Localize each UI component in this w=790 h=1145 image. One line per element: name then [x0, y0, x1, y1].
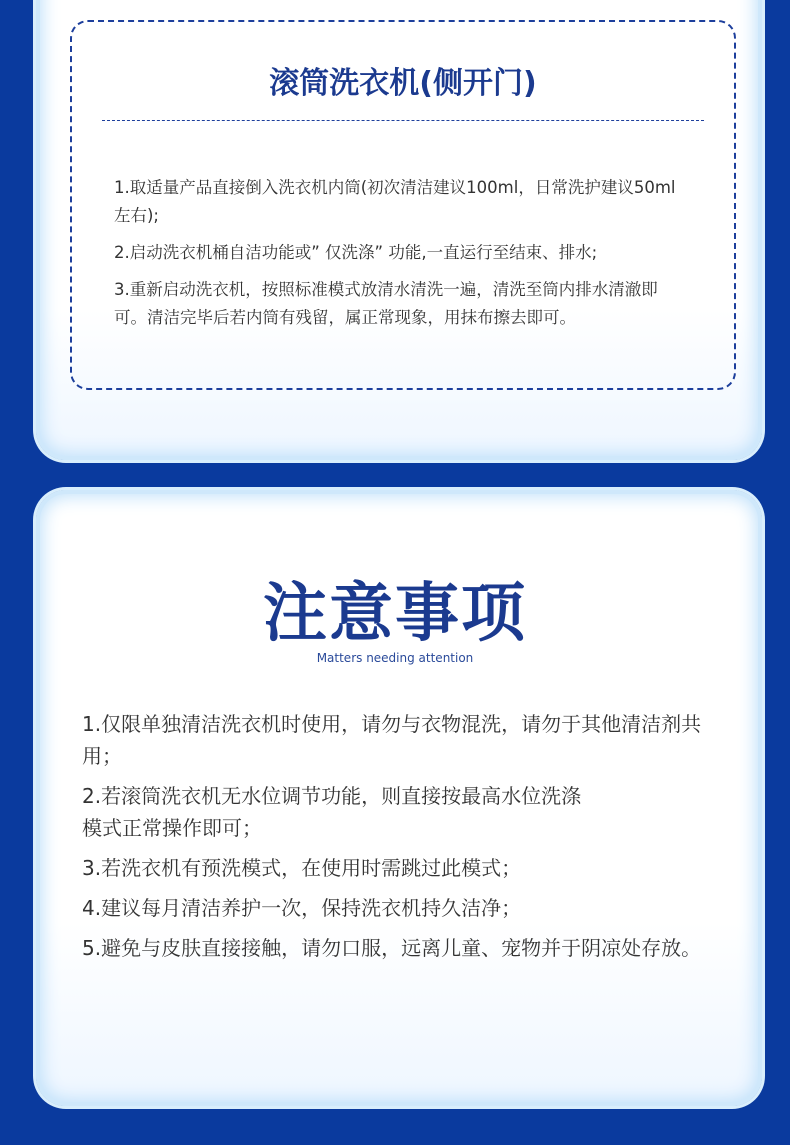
notice-subtitle: Matters needing attention — [316, 651, 474, 665]
instructions-title: 滚筒洗衣机(侧开门) — [269, 66, 537, 101]
step-item: 1.取适量产品直接倒入洗衣机内筒(初次清洁建议100ml，日常洗护建议50ml左右); — [114, 178, 676, 225]
notice-item: 模式正常操作即可； — [82, 816, 262, 840]
step-item: 2.启动洗衣机桶自洁功能或” 仅洗涤” 功能,一直运行至结束、排水; — [114, 243, 598, 262]
instructions-steps — [114, 174, 684, 341]
notice-item: 5.避免与皮肤直接接触，请勿口服，远离儿童、宠物并于阴凉处存放。 — [82, 936, 702, 960]
instructions-box — [70, 20, 736, 390]
notice-item: 4.建议每月清洁养护一次，保持洗衣机持久洁净； — [82, 896, 522, 920]
notice-item: 1.仅限单独清洁洗衣机时使用，请勿与衣物混洗，请勿于其他清洁剂共用； — [82, 712, 702, 768]
notice-item: 3.若洗衣机有预洗模式，在使用时需跳过此模式； — [82, 856, 522, 880]
notice-title: 注意事项 — [263, 577, 527, 651]
notice-item: 2.若滚筒洗衣机无水位调节功能，则直接按最高水位洗涤 — [82, 784, 582, 808]
step-item: 3.重新启动洗衣机，按照标准模式放清水清洗一遍，清洗至筒内排水清澈即可。清洁完毕后若内筒有残留，属正常现象，用抹布擦去即可。 — [114, 280, 658, 327]
title-divider — [102, 120, 704, 121]
notice-list — [82, 708, 720, 972]
